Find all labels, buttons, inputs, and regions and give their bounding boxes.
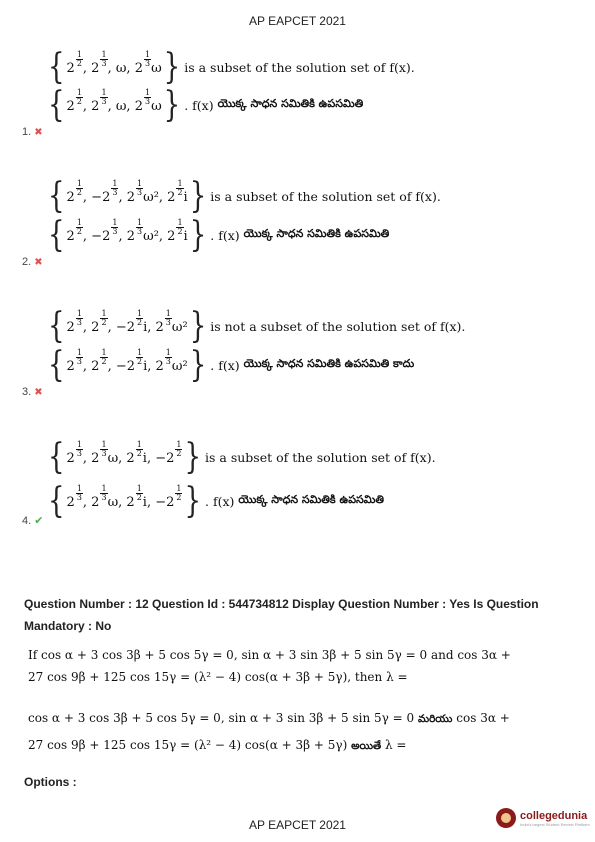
- question-english-line-1: If cos α + 3 cos 3β + 5 cos 5γ = 0, sin α + 3 sin 3β + 5 sin 5γ = 0 and cos 3α +: [28, 648, 511, 662]
- option-3-number: 3. ✖: [22, 386, 43, 398]
- question-telugu-line-2: 27 cos 9β + 125 cos 15γ = (λ² − 4) cos(α + 3β + 5γ) అయితే λ =: [28, 738, 407, 752]
- option-3-english: { 2 $\frac{1}{3}$ , 2 $\frac{1}{2}$ , −2 $\frac{1}{2}$ i, 2 $\frac{1}{3}$ ω² } is not a subset of the solution set of f(x).: [48, 305, 466, 347]
- wrong-icon: ✖: [34, 387, 43, 398]
- option-2-telugu: { 2 $\frac{1}{2}$ , −2 $\frac{1}{3}$ , 2 $\frac{1}{3}$ ω², 2 $\frac{1}{2}$ i } . f(x) యొక్క సాధన సమితికి ఉపసమితి: [48, 214, 390, 256]
- question-telugu-line-1: cos α + 3 cos 3β + 5 cos 5γ = 0, sin α + 3 sin 3β + 5 sin 5γ = 0 మరియు cos 3α +: [28, 711, 510, 725]
- option-4-telugu: { 2 $\frac{1}{3}$ , 2 $\frac{1}{3}$ ω, 2 $\frac{1}{2}$ i, −2 $\frac{1}{2}$ } . f(x) యొక్క సాధన సమితికి ఉపసమితి: [48, 480, 385, 522]
- page-header: AP EAPCET 2021: [249, 14, 346, 28]
- option-3-telugu: { 2 $\frac{1}{3}$ , 2 $\frac{1}{2}$ , −2 $\frac{1}{2}$ i, 2 $\frac{1}{3}$ ω² } . f(x) యొక్క సాధన సమితికి ఉపసమితి కాదు: [48, 344, 415, 386]
- logo-icon: [496, 808, 516, 828]
- wrong-icon: ✖: [34, 257, 43, 268]
- options-label: Options :: [24, 775, 77, 789]
- collegedunia-logo: [496, 808, 590, 828]
- logo-tagline: India's largest Student Review Platform: [520, 821, 590, 827]
- check-icon: ✔: [34, 515, 44, 527]
- option-1-english: { 2 $\frac{1}{2}$ , 2 $\frac{1}{3}$ , ω, 2 $\frac{1}{3}$ ω } is a subset of the solution set of f(x).: [48, 46, 415, 88]
- option-2-english: { 2 $\frac{1}{2}$ , −2 $\frac{1}{3}$ , 2 $\frac{1}{3}$ ω², 2 $\frac{1}{2}$ i } is a subset of the solution set of f(x).: [48, 175, 441, 217]
- logo-name: collegedunia: [520, 809, 588, 822]
- option-1-telugu: { 2 $\frac{1}{2}$ , 2 $\frac{1}{3}$ , ω, 2 $\frac{1}{3}$ ω } . f(x) యొక్క సాధన సమితికి ఉపసమితి: [48, 84, 364, 126]
- option-1-number: 1. ✖: [22, 126, 43, 138]
- page-footer: AP EAPCET 2021: [249, 818, 346, 832]
- option-2-number: 2. ✖: [22, 256, 43, 268]
- option-4-english: { 2 $\frac{1}{3}$ , 2 $\frac{1}{3}$ ω, 2 $\frac{1}{2}$ i, −2 $\frac{1}{2}$ } is a subset of the solution set of f(x).: [48, 436, 436, 478]
- wrong-icon: ✖: [34, 127, 43, 138]
- question-meta-line-2: Mandatory : No: [24, 619, 112, 633]
- question-meta-line-1: Question Number : 12 Question Id : 544734812 Display Question Number : Yes Is Question: [24, 597, 539, 611]
- question-english-line-2: 27 cos 9β + 125 cos 15γ = (λ² − 4) cos(α + 3β + 5γ), then λ =: [28, 670, 408, 684]
- option-4-number: 4. ✔: [22, 515, 44, 527]
